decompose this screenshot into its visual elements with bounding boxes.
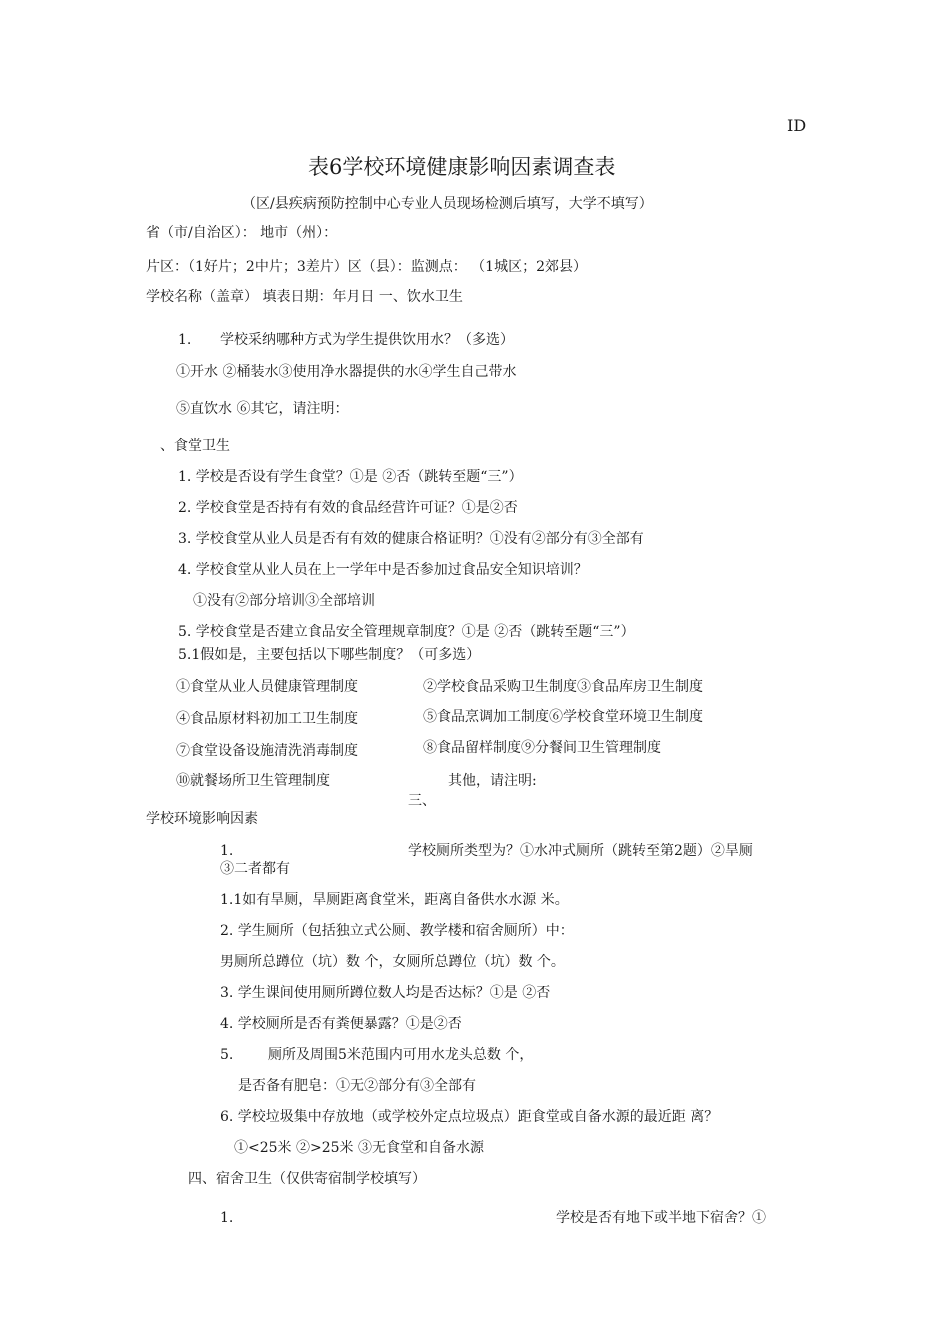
page-subtitle: （区/县疾病预防控制中心专业人员现场检测后填写，大学不填写） bbox=[242, 196, 653, 212]
canteen-option-other: 其他，请注明: bbox=[448, 773, 537, 789]
province-line: 省（市/自治区）： 地市（州）： bbox=[146, 225, 338, 241]
environment-q5-number: 5. bbox=[220, 1047, 234, 1063]
environment-q2-continued: 男厕所总蹲位（坑）数 个，女厕所总蹲位（坑）数 个。 bbox=[220, 954, 565, 970]
environment-section-number: 三、 bbox=[408, 793, 436, 809]
canteen-option-2-3: ②学校食品采购卫生制度③食品库房卫生制度 bbox=[423, 679, 703, 695]
environment-q5-text: 厕所及周围5米范围内可用水龙头总数 个， bbox=[268, 1047, 534, 1063]
environment-q6: 6. 学校垃圾集中存放地（或学校外定点垃圾点）距食堂或自备水源的最近距 离？ bbox=[220, 1109, 719, 1125]
environment-q5-continued: 是否备有肥皂：①无②部分有③全部有 bbox=[238, 1078, 476, 1094]
school-line: 学校名称（盖章） 填表日期：年月日 一、饮水卫生 bbox=[146, 289, 463, 305]
canteen-q4: 4. 学校食堂从业人员在上一学年中是否参加过食品安全知识培训？ bbox=[178, 562, 588, 578]
water-q1-number: 1. bbox=[178, 332, 192, 348]
environment-q1-1: 1.1如有旱厕，旱厕距离食堂米，距离自备供水水源 米。 bbox=[220, 892, 569, 908]
canteen-q4-options: ①没有②部分培训③全部培训 bbox=[193, 593, 375, 609]
canteen-q5-1: 5.1假如是，主要包括以下哪些制度？（可多选） bbox=[178, 647, 481, 663]
id-label: ID bbox=[787, 116, 807, 135]
water-q1-options-a: ①开水 ②桶装水③使用净水器提供的水④学生自己带水 bbox=[176, 364, 517, 380]
environment-heading: 学校环境影响因素 bbox=[146, 811, 258, 827]
environment-q4: 4. 学校厕所是否有粪便暴露？①是②否 bbox=[220, 1016, 462, 1032]
dorm-q1-text: 学校是否有地下或半地下宿舍？① bbox=[556, 1210, 766, 1226]
water-q1-text: 学校采纳哪种方式为学生提供饮用水？（多选） bbox=[220, 332, 514, 348]
environment-q1-number: 1. bbox=[220, 843, 234, 859]
canteen-option-5-6: ⑤食品烹调加工制度⑥学校食堂环境卫生制度 bbox=[423, 709, 703, 725]
canteen-q2: 2. 学校食堂是否持有有效的食品经营许可证？①是②否 bbox=[178, 500, 518, 516]
canteen-q5: 5. 学校食堂是否建立食品安全管理规章制度？①是 ②否（跳转至题“三”） bbox=[178, 624, 635, 640]
dorm-q1-number: 1. bbox=[220, 1210, 234, 1226]
environment-q6-options: ①<25米 ②>25米 ③无食堂和自备水源 bbox=[234, 1140, 484, 1156]
environment-q2: 2. 学生厕所（包括独立式公厕、教学楼和宿舍厕所）中： bbox=[220, 923, 574, 939]
canteen-option-4: ④食品原材料初加工卫生制度 bbox=[176, 711, 358, 727]
environment-q1-continued: ③二者都有 bbox=[220, 861, 290, 877]
canteen-option-8-9: ⑧食品留样制度⑨分餐间卫生管理制度 bbox=[423, 740, 661, 756]
district-line: 片区：（1好片；2中片；3差片）区（县）：监测点： （1城区；2郊县） bbox=[146, 259, 587, 275]
canteen-heading: 、食堂卫生 bbox=[160, 438, 230, 454]
environment-q3: 3. 学生课间使用厕所蹲位数人均是否达标？①是 ②否 bbox=[220, 985, 551, 1001]
canteen-q1: 1. 学校是否设有学生食堂？①是 ②否（跳转至题“三”） bbox=[178, 469, 523, 485]
canteen-option-1: ①食堂从业人员健康管理制度 bbox=[176, 679, 358, 695]
canteen-q3: 3. 学校食堂从业人员是否有有效的健康合格证明？①没有②部分有③全部有 bbox=[178, 531, 644, 547]
page-title: 表6学校环境健康影响因素调查表 bbox=[308, 155, 616, 179]
canteen-option-7: ⑦食堂设备设施清洗消毒制度 bbox=[176, 743, 358, 759]
dorm-heading: 四、宿舍卫生（仅供寄宿制学校填写） bbox=[188, 1171, 426, 1187]
water-q1-options-b: ⑤直饮水 ⑥其它，请注明： bbox=[176, 401, 349, 417]
canteen-option-10: ⑩就餐场所卫生管理制度 bbox=[176, 773, 330, 789]
environment-q1-text: 学校厕所类型为？①水冲式厕所（跳转至第2题）②旱厕 bbox=[408, 843, 753, 859]
